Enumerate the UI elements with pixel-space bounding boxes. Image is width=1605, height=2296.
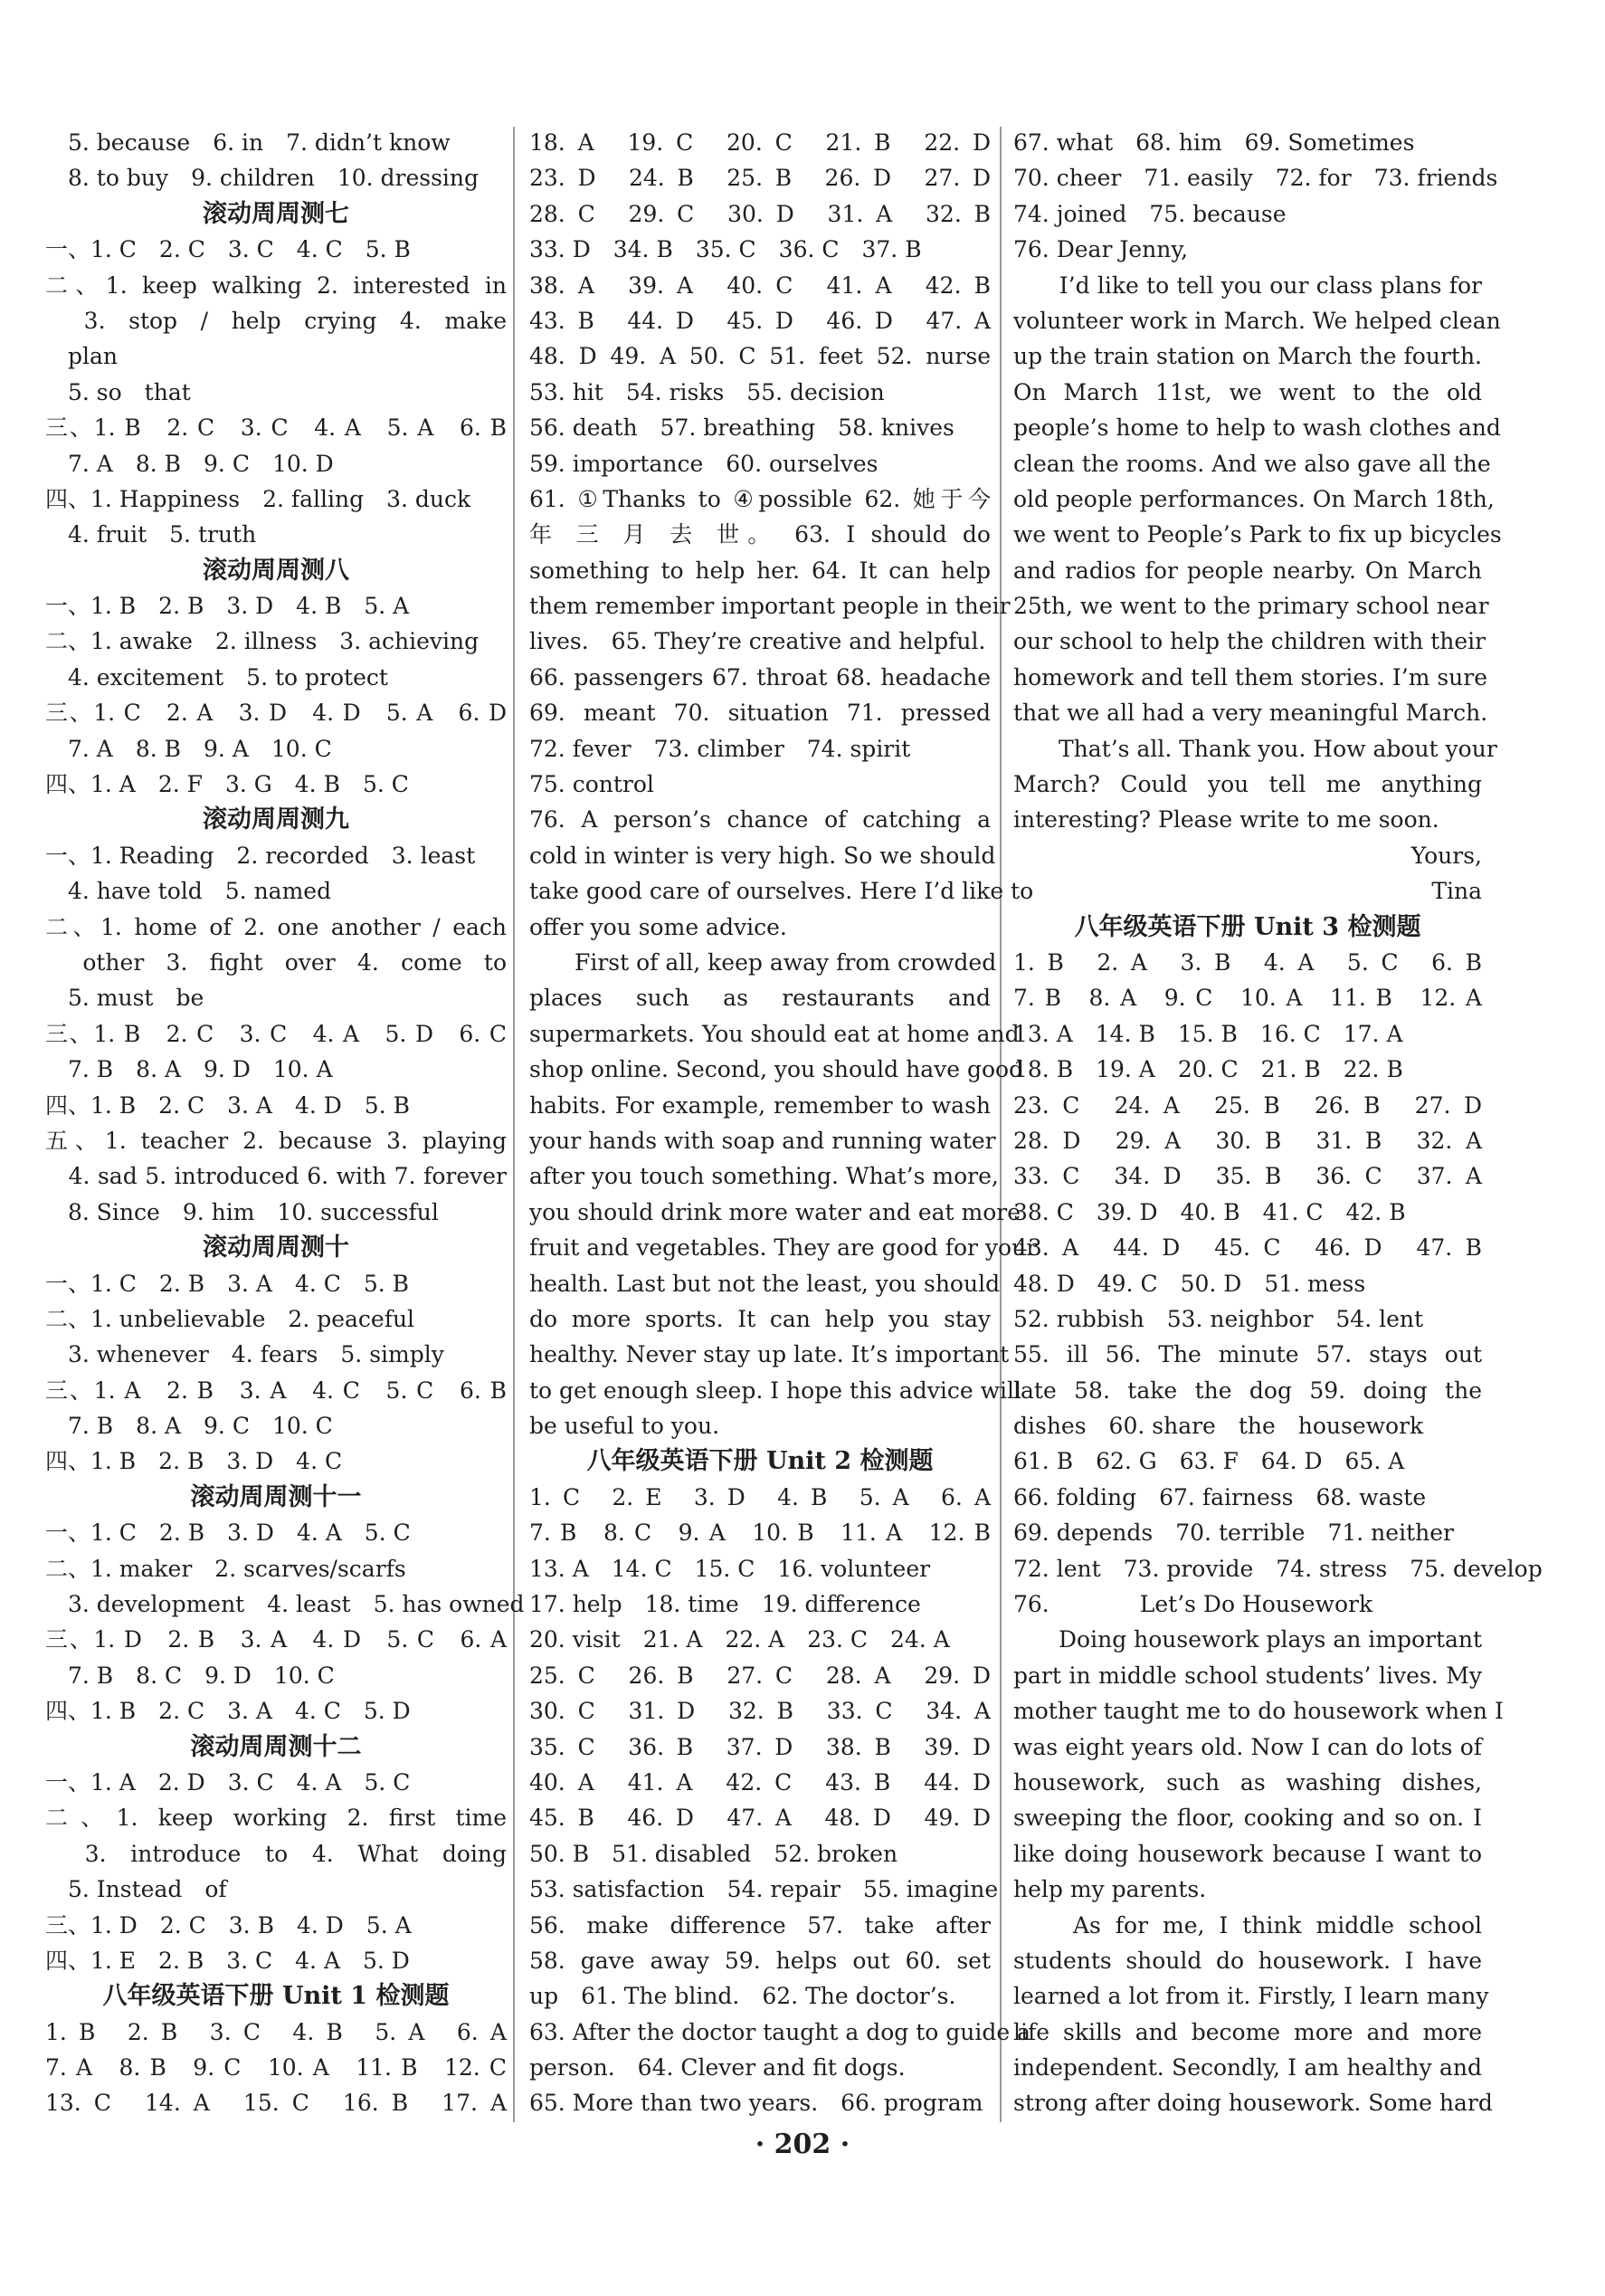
answer-line: 76. A person’s chance of catching a [529,806,991,834]
answer-line: 7. A 8. B 9. C 10. A 11. B 12. C [45,2054,507,2082]
answer-line: 25. C 26. B 27. C 28. A 29. D [529,1662,991,1689]
answer-line: 55. ill 56. The minute 57. stays out [1013,1341,1482,1368]
answer-line: 5. so that [45,378,191,405]
answer-line: 38. C 39. D 40. B 41. C 42. B [1013,1198,1406,1225]
answer-line: volunteer work in March. We helped clean [1013,307,1501,334]
answer-line: 63. After the doctor taught a dog to guide a [529,2018,1031,2045]
answer-line: we went to People’s Park to fix up bicycles [1013,521,1502,548]
answer-line: 52. rubbish 53. neighbor 54. lent [1013,1305,1424,1332]
answer-line: students should do housework. I have [1013,1947,1482,1974]
answer-line: independent. Secondly, I am healthy and [1013,2054,1482,2082]
answer-line: 8. Since 9. him 10. successful [45,1198,439,1225]
answer-line: 67. what 68. him 69. Sometimes [1013,129,1415,156]
answer-line: 一、1. Reading 2. recorded 3. least [45,842,476,869]
answer-line: 年 三 月 去 世。 63. I should do [529,521,991,548]
answer-line: 30. C 31. D 32. B 33. C 34. A [529,1698,991,1725]
answer-line: 69. depends 70. terrible 71. neither [1013,1520,1454,1547]
answer-line: 59. importance 60. ourselves [529,450,878,477]
answer-line: 13. A 14. C 15. C 16. volunteer [529,1555,931,1582]
answer-line: old people performances. On March 18th, [1013,485,1495,512]
answer-line: clean the rooms. And we also gave all the [1013,450,1491,477]
answer-line: 一、1. C 2. C 3. C 4. C 5. B [45,236,411,263]
answer-line: 56. make difference 57. take after [529,1911,991,1939]
answer-line: to get enough sleep. I hope this advice will [529,1377,1022,1404]
answer-line: 69. meant 70. situation 71. pressed [529,700,991,727]
answer-line: shop online. Second, you should have good [529,1056,1024,1083]
answer-line: 18. A 19. C 20. C 21. B 22. D [529,129,991,156]
answer-line: 28. D 29. A 30. B 31. B 32. A [1013,1127,1482,1154]
answer-line: 7. B 8. C 9. A 10. B 11. A 12. B [529,1520,991,1547]
answer-line: 50. B 51. disabled 52. broken [529,1840,898,1867]
answer-line: places such as restaurants and [529,985,991,1012]
answer-line: 48. D 49. C 50. D 51. mess [1013,1270,1366,1297]
answer-line: dishes 60. share the housework [1013,1413,1424,1440]
answer-line: 四、1. E 2. B 3. C 4. A 5. D [45,1947,410,1974]
answer-line: 48. D 49. A 50. C 51. feet 52. nurse [529,343,991,370]
answer-line: 13. A 14. B 15. B 16. C 17. A [1013,1020,1403,1047]
answer-line: habits. For example, remember to wash [529,1091,991,1119]
answer-line: 四、1. B 2. C 3. A 4. D 5. B [45,1091,410,1119]
answer-line: 8. to buy 9. children 10. dressing [45,165,480,192]
answer-line: people’s home to help to wash clothes and [1013,414,1501,442]
answer-line: 3. development 4. least 5. has owned [45,1591,525,1618]
answer-line: plan [45,343,119,370]
answer-line: 3. introduce to 4. What doing [45,1840,507,1867]
answer-column-1 [45,125,525,2121]
answer-line: them remember important people in their [529,593,1011,620]
answer-line: 45. B 46. D 47. A 48. D 49. D [529,1805,991,1832]
answer-line: learned a lot from it. Firstly, I learn many [1013,1983,1489,2010]
answer-line: 53. hit 54. risks 55. decision [529,378,885,405]
answer-line: 三、1. B 2. C 3. C 4. A 5. A 6. B [45,414,507,442]
answer-line: part in middle school students’ lives. My [1013,1662,1482,1689]
column-divider [513,127,515,2122]
answer-line: That’s all. Thank you. How about your [1013,735,1497,762]
answer-line: First of all, keep away from crowded [529,948,997,976]
answer-line: 43. B 44. D 45. D 46. D 47. A [529,307,991,334]
answer-line: Yours, [1410,842,1527,869]
answer-line: homework and tell them stories. I’m sure [1013,663,1488,691]
answer-line: 5. Instead of [45,1876,227,1903]
answer-line: person. 64. Clever and fit dogs. [529,2054,906,2082]
section-heading: 滚动周周测九 [203,805,349,834]
answer-line: strong after doing housework. Some hard [1013,2090,1493,2117]
section-heading: 滚动周周测七 [203,199,349,228]
answer-line: 28. C 29. C 30. D 31. A 32. B [529,200,991,227]
answer-line: 三、1. B 2. C 3. C 4. A 5. D 6. C [45,1020,507,1047]
answer-line: other 3. fight over 4. come to [45,948,507,976]
answer-line: something to help her. 64. It can help [529,557,991,584]
answer-line: sweeping the floor, cooking and so on. I [1013,1805,1482,1832]
answer-line: 7. A 8. B 9. A 10. C [45,735,332,762]
answer-line: health. Last but not the least, you should [529,1270,1001,1297]
answer-line: 一、1. B 2. B 3. D 4. B 5. A [45,593,410,620]
answer-line: was eight years old. Now I can do lots of [1013,1733,1482,1760]
answer-line: 4. fruit 5. truth [45,521,257,548]
answer-line: 66. folding 67. fairness 68. waste [1013,1483,1427,1510]
answer-line: 一、1. A 2. D 3. C 4. A 5. C [45,1768,411,1796]
answer-line: 五、1. teacher 2. because 3. playing [45,1127,507,1154]
answer-line: take good care of ourselves. Here I’d like to [529,878,1034,905]
answer-line: I’d like to tell you our class plans for [1013,272,1482,299]
section-heading: 八年级英语下册 Unit 3 检测题 [1074,912,1421,941]
answer-line: 75. control [529,771,654,798]
section-heading: 滚动周周测十 [203,1234,349,1262]
answer-line: up 61. The blind. 62. The doctor’s. [529,1983,956,2010]
answer-line: 一、1. C 2. B 3. A 4. C 5. B [45,1270,410,1297]
answer-line: 58. gave away 59. helps out 60. set [529,1947,991,1974]
answer-line: 三、1. D 2. B 3. A 4. D 5. C 6. A [45,1626,507,1653]
answer-line: 3. whenever 4. fears 5. simply [45,1341,444,1368]
answer-column-3 [1013,125,1543,2121]
answer-line: 56. death 57. breathing 58. knives [529,414,954,442]
answer-line: 76. Let’s Do Housework [1013,1591,1373,1618]
section-heading: 滚动周周测八 [203,556,349,585]
answer-line: 1. C 2. E 3. D 4. B 5. A 6. A [529,1483,991,1510]
answer-line: 40. A 41. A 42. C 43. B 44. D [529,1768,991,1796]
answer-line: healthy. Never stay up late. It’s important [529,1341,1010,1368]
answer-line: 四、1. A 2. F 3. G 4. B 5. C [45,771,409,798]
answer-line: March? Could you tell me anything [1013,771,1482,798]
answer-line: and radios for people nearby. On March [1013,557,1482,584]
answer-line: 17. help 18. time 19. difference [529,1591,921,1618]
answer-line: 61. B 62. G 63. F 64. D 65. A [1013,1448,1405,1475]
answer-line: our school to help the children with their [1013,628,1486,655]
answer-line: 4. sad 5. introduced 6. with 7. forever [45,1163,507,1190]
answer-column-2 [529,125,1038,2121]
answer-line: 43. A 44. D 45. C 46. D 47. B [1013,1234,1482,1262]
answer-line: 二、1. maker 2. scarves/scarfs [45,1555,406,1582]
answer-line: interesting? Please write to me soon. [1013,806,1439,834]
answer-line: mother taught me to do housework when I [1013,1698,1504,1725]
answer-line: 61. ①Thanks to ④possible 62. 她于今 [529,485,991,512]
answer-line: 7. B 8. A 9. C 10. C [45,1413,333,1440]
answer-line: 23. C 24. A 25. B 26. B 27. D [1013,1091,1482,1119]
answer-line: 二、1. unbelievable 2. peaceful [45,1305,415,1332]
answer-line: 二、1. keep walking 2. interested in [45,272,507,299]
answer-line: 20. visit 21. A 22. A 23. C 24. A [529,1626,950,1653]
answer-line: As for me, I think middle school [1013,1911,1482,1939]
answer-line: 76. Dear Jenny, [1013,236,1189,263]
answer-line: 1. B 2. A 3. B 4. A 5. C 6. B [1013,948,1482,976]
answer-line: 38. A 39. A 40. C 41. A 42. B [529,272,991,299]
answer-line: housework, such as washing dishes, [1013,1768,1482,1796]
answer-line: 7. B 8. C 9. D 10. C [45,1662,335,1689]
answer-line: offer you some advice. [529,913,787,940]
answer-line: 1. B 2. B 3. C 4. B 5. A 6. A [45,2018,507,2045]
answer-line: 53. satisfaction 54. repair 55. imagine [529,1876,999,1903]
answer-line: 三、1. A 2. B 3. A 4. C 5. C 6. B [45,1377,507,1404]
answer-line: Tina [1431,878,1482,905]
answer-line: 三、1. C 2. A 3. D 4. D 5. A 6. D [45,700,507,727]
answer-line: 72. fever 73. climber 74. spirit [529,735,911,762]
answer-line: lives. 65. They’re creative and helpful. [529,628,986,655]
section-heading: 滚动周周测十一 [190,1482,362,1511]
answer-line: 66. passengers 67. throat 68. headache [529,663,991,691]
answer-line: Doing housework plays an important [1013,1626,1483,1653]
answer-line: 13. C 14. A 15. C 16. B 17. A [45,2090,507,2117]
answer-line: 7. A 8. B 9. C 10. D [45,450,334,477]
answer-line: 4. have told 5. named [45,878,332,905]
answer-line: 72. lent 73. provide 74. stress 75. develop [1013,1555,1543,1582]
answer-line: you should drink more water and eat more [529,1198,1021,1225]
answer-line: like doing housework because I want to [1013,1840,1482,1867]
answer-line: that we all had a very meaningful March. [1013,700,1488,727]
answer-line: up the train station on March the fourth. [1013,343,1482,370]
answer-line: 四、1. B 2. B 3. D 4. C [45,1448,343,1475]
answer-line: late 58. take the dog 59. doing the [1013,1377,1482,1404]
answer-line: 74. joined 75. because [1013,200,1287,227]
answer-line: On March 11st, we went to the old [1013,378,1482,405]
section-heading: 八年级英语下册 Unit 1 检测题 [102,1982,450,2011]
answer-line: after you touch something. What’s more, [529,1163,999,1190]
page-number: · 202 · [755,2129,850,2160]
answer-line: fruit and vegetables. They are good for your [529,1234,1038,1262]
answer-line: 二、1. home of 2. one another / each [45,913,507,940]
answer-line: be useful to you. [529,1413,720,1440]
answer-line: 二、1. keep working 2. first time [45,1805,507,1832]
answer-line: 33. C 34. D 35. B 36. C 37. A [1013,1163,1482,1190]
answer-line: 7. B 8. A 9. D 10. A [45,1056,333,1083]
answer-line: 4. excitement 5. to protect [45,663,388,691]
answer-line: 5. must be [45,985,204,1012]
answer-line: supermarkets. You should eat at home and [529,1020,1020,1047]
answer-line: help my parents. [1013,1876,1207,1903]
answer-line: cold in winter is very high. So we should [529,842,996,869]
answer-line: 65. More than two years. 66. program [529,2090,983,2117]
answer-line: 23. D 24. B 25. B 26. D 27. D [529,165,991,192]
answer-line: 18. B 19. A 20. C 21. B 22. B [1013,1056,1403,1083]
answer-line: 35. C 36. B 37. D 38. B 39. D [529,1733,991,1760]
answer-line: 33. D 34. B 35. C 36. C 37. B [529,236,922,263]
answer-line: 四、1. Happiness 2. falling 3. duck [45,485,471,512]
answer-line: 三、1. D 2. C 3. B 4. D 5. A [45,1911,412,1939]
section-heading: 滚动周周测十二 [190,1732,362,1761]
column-divider [1000,127,1002,2122]
answer-line: 四、1. B 2. C 3. A 4. C 5. D [45,1698,411,1725]
answer-line: 25th, we went to the primary school near [1013,593,1489,620]
answer-line: 7. B 8. A 9. C 10. A 11. B 12. A [1013,985,1482,1012]
answer-line: your hands with soap and running water [529,1127,996,1154]
answer-line: do more sports. It can help you stay [529,1305,991,1332]
answer-line: 5. because 6. in 7. didn’t know [45,129,451,156]
answer-line: 一、1. C 2. B 3. D 4. A 5. C [45,1520,411,1547]
answer-line: life skills and become more and more [1013,2018,1482,2045]
answer-line: 二、1. awake 2. illness 3. achieving [45,628,480,655]
answer-line: 70. cheer 71. easily 72. for 73. friends [1013,165,1498,192]
answer-line: 3. stop / help crying 4. make [45,307,507,334]
section-heading: 八年级英语下册 Unit 2 检测题 [586,1447,934,1476]
